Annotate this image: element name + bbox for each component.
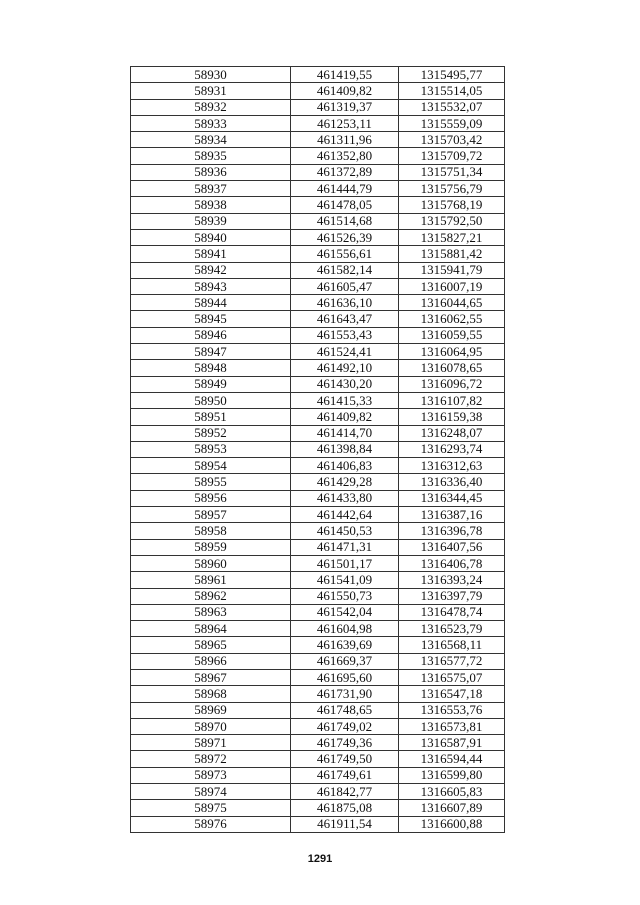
point-number-cell: 58948 xyxy=(131,360,291,376)
point-number-cell: 58967 xyxy=(131,669,291,685)
point-number-cell: 58959 xyxy=(131,539,291,555)
y-coordinate-cell: 1316387,16 xyxy=(399,507,505,523)
x-coordinate-cell: 461542,04 xyxy=(291,604,399,620)
coordinates-table-body xyxy=(131,67,505,833)
table-row xyxy=(131,686,505,702)
table-row xyxy=(131,474,505,490)
y-coordinate-cell: 1316059,55 xyxy=(399,327,505,343)
x-coordinate-cell: 461406,83 xyxy=(291,458,399,474)
point-number-cell: 58968 xyxy=(131,686,291,702)
y-coordinate-cell: 1315756,79 xyxy=(399,181,505,197)
x-coordinate-cell: 461253,11 xyxy=(291,115,399,131)
x-coordinate-cell: 461636,10 xyxy=(291,295,399,311)
point-number-cell: 58966 xyxy=(131,653,291,669)
table-row xyxy=(131,67,505,83)
table-row xyxy=(131,441,505,457)
x-coordinate-cell: 461604,98 xyxy=(291,621,399,637)
point-number-cell: 58950 xyxy=(131,392,291,408)
x-coordinate-cell: 461748,65 xyxy=(291,702,399,718)
x-coordinate-cell: 461501,17 xyxy=(291,555,399,571)
point-number-cell: 58937 xyxy=(131,181,291,197)
y-coordinate-cell: 1316248,07 xyxy=(399,425,505,441)
x-coordinate-cell: 461731,90 xyxy=(291,686,399,702)
table-row xyxy=(131,278,505,294)
y-coordinate-cell: 1316547,18 xyxy=(399,686,505,702)
y-coordinate-cell: 1316078,65 xyxy=(399,360,505,376)
table-row xyxy=(131,425,505,441)
table-row xyxy=(131,344,505,360)
table-row xyxy=(131,653,505,669)
point-number-cell: 58936 xyxy=(131,164,291,180)
y-coordinate-cell: 1315559,09 xyxy=(399,115,505,131)
x-coordinate-cell: 461442,64 xyxy=(291,507,399,523)
table-row xyxy=(131,588,505,604)
y-coordinate-cell: 1315751,34 xyxy=(399,164,505,180)
table-row xyxy=(131,751,505,767)
y-coordinate-cell: 1316553,76 xyxy=(399,702,505,718)
point-number-cell: 58931 xyxy=(131,83,291,99)
point-number-cell: 58956 xyxy=(131,490,291,506)
y-coordinate-cell: 1315827,21 xyxy=(399,229,505,245)
y-coordinate-cell: 1316575,07 xyxy=(399,669,505,685)
table-row xyxy=(131,148,505,164)
y-coordinate-cell: 1316344,45 xyxy=(399,490,505,506)
y-coordinate-cell: 1316594,44 xyxy=(399,751,505,767)
x-coordinate-cell: 461556,61 xyxy=(291,246,399,262)
coordinates-table xyxy=(130,66,505,833)
point-number-cell: 58970 xyxy=(131,718,291,734)
x-coordinate-cell: 461419,55 xyxy=(291,67,399,83)
point-number-cell: 58971 xyxy=(131,735,291,751)
table-row xyxy=(131,376,505,392)
x-coordinate-cell: 461842,77 xyxy=(291,784,399,800)
point-number-cell: 58947 xyxy=(131,344,291,360)
point-number-cell: 58938 xyxy=(131,197,291,213)
x-coordinate-cell: 461478,05 xyxy=(291,197,399,213)
y-coordinate-cell: 1316605,83 xyxy=(399,784,505,800)
point-number-cell: 58944 xyxy=(131,295,291,311)
point-number-cell: 58930 xyxy=(131,67,291,83)
point-number-cell: 58957 xyxy=(131,507,291,523)
x-coordinate-cell: 461409,82 xyxy=(291,83,399,99)
table-row xyxy=(131,539,505,555)
table-row xyxy=(131,800,505,816)
table-row xyxy=(131,327,505,343)
x-coordinate-cell: 461524,41 xyxy=(291,344,399,360)
table-row xyxy=(131,637,505,653)
table-row xyxy=(131,83,505,99)
point-number-cell: 58969 xyxy=(131,702,291,718)
table-row xyxy=(131,229,505,245)
table-row xyxy=(131,164,505,180)
y-coordinate-cell: 1316096,72 xyxy=(399,376,505,392)
y-coordinate-cell: 1315881,42 xyxy=(399,246,505,262)
y-coordinate-cell: 1316406,78 xyxy=(399,555,505,571)
table-row xyxy=(131,702,505,718)
point-number-cell: 58951 xyxy=(131,409,291,425)
x-coordinate-cell: 461749,50 xyxy=(291,751,399,767)
point-number-cell: 58940 xyxy=(131,229,291,245)
y-coordinate-cell: 1316312,63 xyxy=(399,458,505,474)
point-number-cell: 58943 xyxy=(131,278,291,294)
point-number-cell: 58942 xyxy=(131,262,291,278)
table-row xyxy=(131,458,505,474)
x-coordinate-cell: 461415,33 xyxy=(291,392,399,408)
y-coordinate-cell: 1316062,55 xyxy=(399,311,505,327)
table-row xyxy=(131,555,505,571)
y-coordinate-cell: 1316044,65 xyxy=(399,295,505,311)
point-number-cell: 58958 xyxy=(131,523,291,539)
x-coordinate-cell: 461582,14 xyxy=(291,262,399,278)
x-coordinate-cell: 461514,68 xyxy=(291,213,399,229)
point-number-cell: 58941 xyxy=(131,246,291,262)
table-row xyxy=(131,409,505,425)
y-coordinate-cell: 1316393,24 xyxy=(399,572,505,588)
point-number-cell: 58953 xyxy=(131,441,291,457)
table-row xyxy=(131,262,505,278)
x-coordinate-cell: 461311,96 xyxy=(291,132,399,148)
table-row xyxy=(131,490,505,506)
y-coordinate-cell: 1316573,81 xyxy=(399,718,505,734)
point-number-cell: 58933 xyxy=(131,115,291,131)
table-row xyxy=(131,523,505,539)
y-coordinate-cell: 1316568,11 xyxy=(399,637,505,653)
table-row xyxy=(131,735,505,751)
x-coordinate-cell: 461541,09 xyxy=(291,572,399,588)
y-coordinate-cell: 1316293,74 xyxy=(399,441,505,457)
x-coordinate-cell: 461414,70 xyxy=(291,425,399,441)
point-number-cell: 58945 xyxy=(131,311,291,327)
y-coordinate-cell: 1315792,50 xyxy=(399,213,505,229)
x-coordinate-cell: 461550,73 xyxy=(291,588,399,604)
table-row xyxy=(131,115,505,131)
page-number: 1291 xyxy=(307,853,333,865)
x-coordinate-cell: 461409,82 xyxy=(291,409,399,425)
y-coordinate-cell: 1316336,40 xyxy=(399,474,505,490)
table-row xyxy=(131,604,505,620)
x-coordinate-cell: 461398,84 xyxy=(291,441,399,457)
y-coordinate-cell: 1315768,19 xyxy=(399,197,505,213)
point-number-cell: 58963 xyxy=(131,604,291,620)
x-coordinate-cell: 461553,43 xyxy=(291,327,399,343)
y-coordinate-cell: 1316407,56 xyxy=(399,539,505,555)
point-number-cell: 58935 xyxy=(131,148,291,164)
table-row xyxy=(131,197,505,213)
table-row xyxy=(131,295,505,311)
y-coordinate-cell: 1316523,79 xyxy=(399,621,505,637)
point-number-cell: 58972 xyxy=(131,751,291,767)
point-number-cell: 58954 xyxy=(131,458,291,474)
point-number-cell: 58962 xyxy=(131,588,291,604)
table-row xyxy=(131,311,505,327)
x-coordinate-cell: 461639,69 xyxy=(291,637,399,653)
point-number-cell: 58934 xyxy=(131,132,291,148)
y-coordinate-cell: 1316587,91 xyxy=(399,735,505,751)
point-number-cell: 58976 xyxy=(131,816,291,832)
y-coordinate-cell: 1315532,07 xyxy=(399,99,505,115)
point-number-cell: 58952 xyxy=(131,425,291,441)
y-coordinate-cell: 1316107,82 xyxy=(399,392,505,408)
point-number-cell: 58932 xyxy=(131,99,291,115)
y-coordinate-cell: 1316600,88 xyxy=(399,816,505,832)
point-number-cell: 58946 xyxy=(131,327,291,343)
table-row xyxy=(131,621,505,637)
y-coordinate-cell: 1315514,05 xyxy=(399,83,505,99)
x-coordinate-cell: 461695,60 xyxy=(291,669,399,685)
x-coordinate-cell: 461429,28 xyxy=(291,474,399,490)
table-row xyxy=(131,213,505,229)
point-number-cell: 58949 xyxy=(131,376,291,392)
x-coordinate-cell: 461352,80 xyxy=(291,148,399,164)
point-number-cell: 58955 xyxy=(131,474,291,490)
y-coordinate-cell: 1315703,42 xyxy=(399,132,505,148)
table-row xyxy=(131,99,505,115)
x-coordinate-cell: 461430,20 xyxy=(291,376,399,392)
y-coordinate-cell: 1315941,79 xyxy=(399,262,505,278)
point-number-cell: 58964 xyxy=(131,621,291,637)
point-number-cell: 58965 xyxy=(131,637,291,653)
table-row xyxy=(131,132,505,148)
x-coordinate-cell: 461669,37 xyxy=(291,653,399,669)
y-coordinate-cell: 1316478,74 xyxy=(399,604,505,620)
y-coordinate-cell: 1316007,19 xyxy=(399,278,505,294)
point-number-cell: 58960 xyxy=(131,555,291,571)
point-number-cell: 58975 xyxy=(131,800,291,816)
x-coordinate-cell: 461471,31 xyxy=(291,539,399,555)
x-coordinate-cell: 461643,47 xyxy=(291,311,399,327)
x-coordinate-cell: 461433,80 xyxy=(291,490,399,506)
point-number-cell: 58974 xyxy=(131,784,291,800)
x-coordinate-cell: 461450,53 xyxy=(291,523,399,539)
y-coordinate-cell: 1316397,79 xyxy=(399,588,505,604)
table-row xyxy=(131,392,505,408)
table-row xyxy=(131,507,505,523)
y-coordinate-cell: 1316396,78 xyxy=(399,523,505,539)
x-coordinate-cell: 461605,47 xyxy=(291,278,399,294)
x-coordinate-cell: 461749,36 xyxy=(291,735,399,751)
y-coordinate-cell: 1316064,95 xyxy=(399,344,505,360)
table-row xyxy=(131,572,505,588)
y-coordinate-cell: 1315495,77 xyxy=(399,67,505,83)
x-coordinate-cell: 461319,37 xyxy=(291,99,399,115)
x-coordinate-cell: 461372,89 xyxy=(291,164,399,180)
table-row xyxy=(131,246,505,262)
table-row xyxy=(131,784,505,800)
x-coordinate-cell: 461911,54 xyxy=(291,816,399,832)
table-row xyxy=(131,669,505,685)
y-coordinate-cell: 1316577,72 xyxy=(399,653,505,669)
y-coordinate-cell: 1316599,80 xyxy=(399,767,505,783)
table-row xyxy=(131,718,505,734)
x-coordinate-cell: 461749,61 xyxy=(291,767,399,783)
x-coordinate-cell: 461526,39 xyxy=(291,229,399,245)
point-number-cell: 58961 xyxy=(131,572,291,588)
y-coordinate-cell: 1316159,38 xyxy=(399,409,505,425)
x-coordinate-cell: 461444,79 xyxy=(291,181,399,197)
y-coordinate-cell: 1315709,72 xyxy=(399,148,505,164)
table-row xyxy=(131,360,505,376)
x-coordinate-cell: 461749,02 xyxy=(291,718,399,734)
table-row xyxy=(131,181,505,197)
y-coordinate-cell: 1316607,89 xyxy=(399,800,505,816)
point-number-cell: 58973 xyxy=(131,767,291,783)
x-coordinate-cell: 461875,08 xyxy=(291,800,399,816)
point-number-cell: 58939 xyxy=(131,213,291,229)
x-coordinate-cell: 461492,10 xyxy=(291,360,399,376)
table-row xyxy=(131,767,505,783)
table-row xyxy=(131,816,505,832)
